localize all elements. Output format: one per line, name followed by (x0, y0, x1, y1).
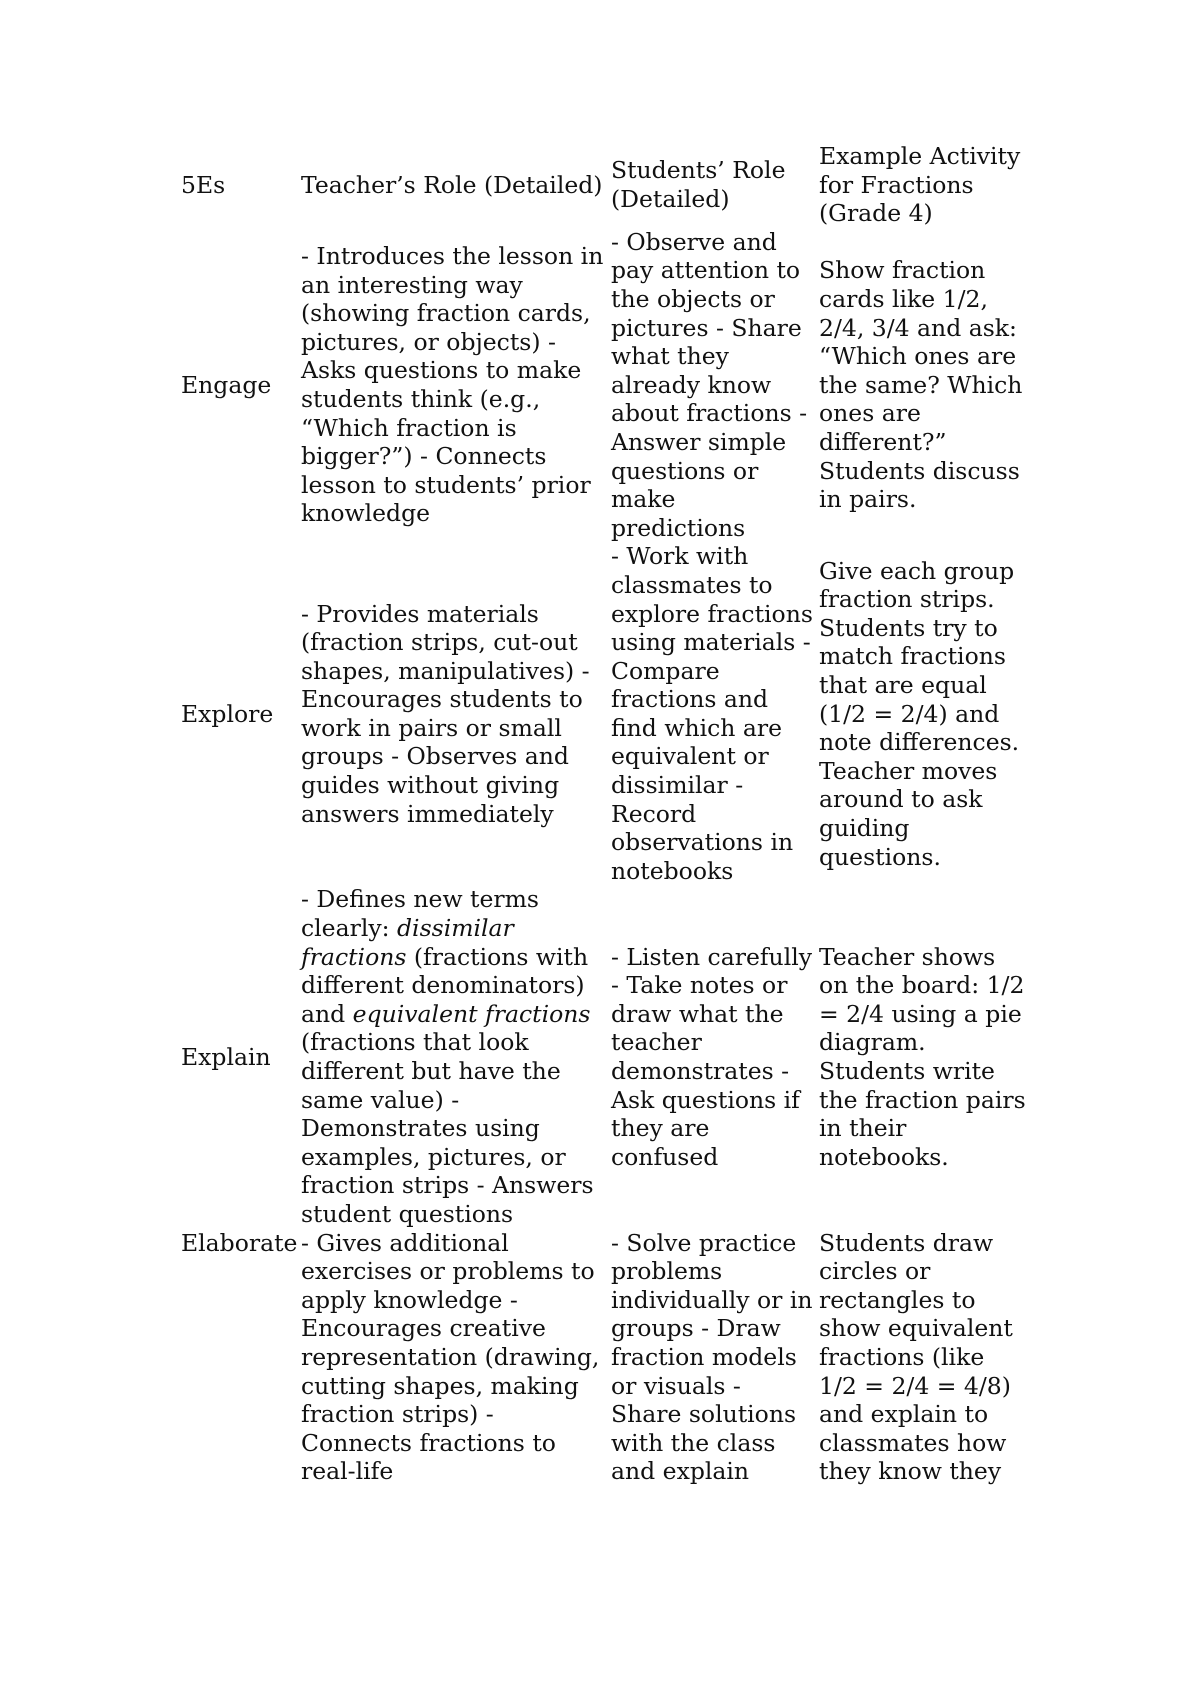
teacher-role-cell: - Introduces the lesson in an interesting way (showing fraction cards, pictures, or objects) - Asks questions to make students think (e.g., “Which fraction is bigger?”) - Connects lesson to students’ prior knowledge (301, 242, 604, 528)
header-students-role: Students’ Role (Detailed) (611, 156, 786, 213)
students-role-cell: - Listen carefully - Take notes or draw what the teacher demonstrates - Ask questions if they are confused (611, 942, 813, 1171)
term-dissimilar-fractions: dissimilar fractions (301, 914, 514, 971)
table-row-engage (179, 228, 1027, 543)
example-activity-cell: Students draw circles or rectangles to show equivalent fractions (like 1/2 = 2/4 = 4/8) and explain to classmates how they know they (819, 1228, 1013, 1486)
table-row-elaborate (179, 1229, 1027, 1486)
teacher-role-cell: - Provides materials (fraction strips, cut-out shapes, manipulatives) - Encourages students to work in pairs or small groups - Observes and guides without giving answers immediately (301, 599, 590, 828)
students-role-cell: - Solve practice problems individually or in groups - Draw fraction models or visuals - Share solutions with the class and explain (611, 1228, 813, 1486)
header-teacher-role: Teacher’s Role (Detailed) (301, 170, 603, 199)
teacher-text-part: (fractions that look different but have the same value) - Demonstrates using examples, pictures, or fraction strips - Answers student questions (301, 1028, 594, 1228)
teacher-text-part: (fractions with different denominators) and (301, 942, 589, 1028)
example-activity-cell: Teacher shows on the board: 1/2 = 2/4 using a pie diagram. Students write the fraction pairs in their notebooks. (819, 942, 1026, 1171)
stage-label: Elaborate (181, 1228, 298, 1257)
header-stage: 5Es (181, 170, 226, 199)
table-row-explain (179, 885, 1027, 1228)
term-equivalent-fractions: equivalent fractions (352, 999, 591, 1028)
teacher-text-part: - Defines new terms clearly: (301, 885, 539, 943)
table-header-row (179, 142, 1027, 228)
stage-label: Explore (181, 699, 274, 728)
stage-label: Engage (181, 370, 272, 399)
five-e-table (179, 142, 1027, 1486)
example-activity-cell: Give each group fraction strips. Students try to match fractions that are equal (1/2 = 2/4) and note differences. Teacher moves around to ask guiding questions. (819, 556, 1020, 871)
header-example-activity: Example Activity for Fractions (Grade 4) (819, 142, 1021, 228)
stage-label: Explain (181, 1042, 271, 1071)
teacher-role-cell: - Gives additional exercises or problems to apply knowledge - Encourages creative representation (drawing, cutting shapes, making fraction strips) - Connects fractions to real-life (301, 1228, 600, 1486)
students-role-cell: - Work with classmates to explore fractions using materials - Compare fractions and find which are equivalent or dissimilar - Record observations in notebooks (611, 542, 813, 885)
students-role-cell: - Observe and pay attention to the objects or pictures - Share what they already know about fractions - Answer simple questions or make predictions (611, 227, 808, 542)
example-activity-cell: Show fraction cards like 1/2, 2/4, 3/4 and ask: “Which ones are the same? Which ones are different?” Students discuss in pairs. (819, 256, 1023, 514)
teacher-role-cell (299, 885, 609, 1228)
table-row-explore (179, 542, 1027, 885)
